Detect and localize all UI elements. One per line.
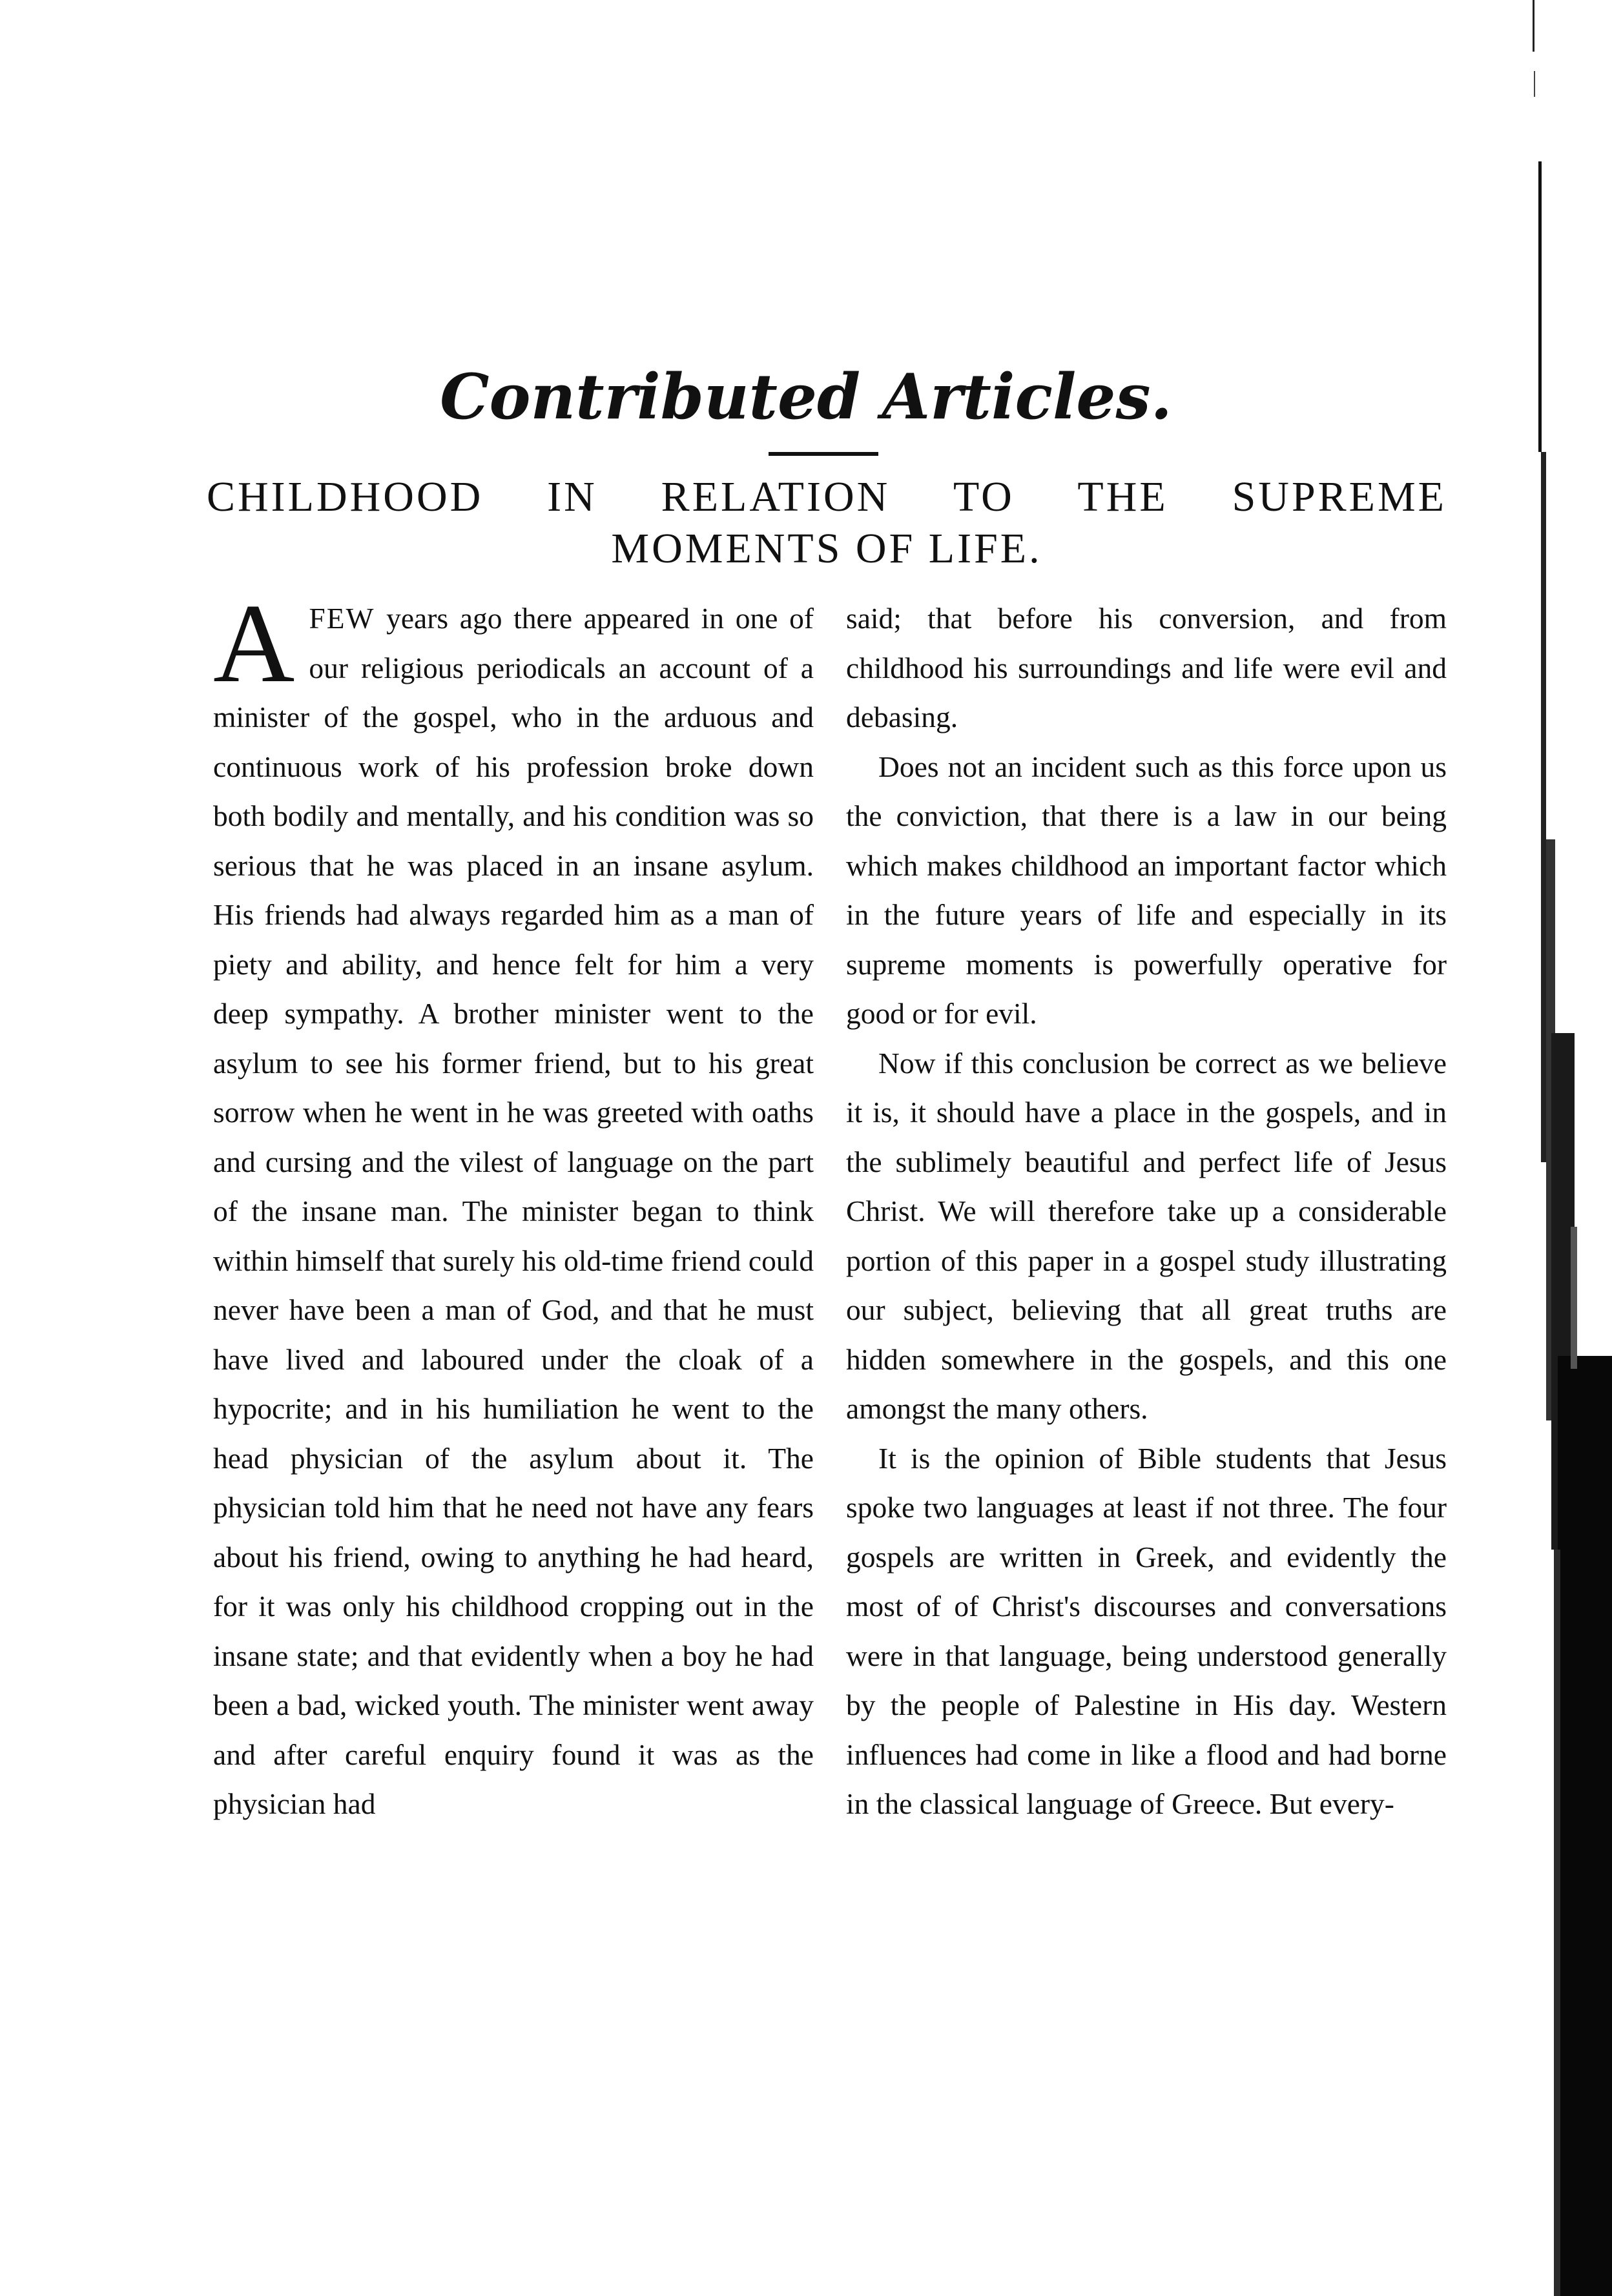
- section-heading: Contributed Articles.: [440, 360, 1172, 433]
- drop-cap: A: [213, 580, 295, 706]
- heading-rule: [769, 452, 878, 456]
- article-title: [207, 471, 1447, 575]
- article-title-line-1: CHILDHOOD IN RELATION TO THE SUPREME: [207, 473, 1447, 520]
- scan-edge-artifact: [1532, 0, 1612, 2296]
- paragraph-1: [213, 580, 814, 1829]
- paragraph-4: It is the opinion of Bible students that Jesus spoke two languages at least if not three. The four gospels are written in Greek, and evidently the most of of Christ's discourses and conversations were in that language, being understood generally by the people of Palestine in His day. Western influences had come in like a flood and had borne in the classical language of Greece. But every-: [846, 1441, 1447, 1820]
- paragraph-3: Now if this conclusion be correct as we believe it is, it should have a place in the gospels, and in the sublimely beautiful and perfect life of Jesus Christ. We will therefore take up a considerable portion of this paper in a gospel study illustrating our subject, believing that all great truths are hidden somewhere in the gospels, and this one amongst the many others.: [846, 1046, 1447, 1425]
- article-title-line-2: MOMENTS OF LIFE.: [611, 525, 1042, 572]
- opening-small-caps: FEW: [309, 602, 375, 635]
- paragraph-1-text: years ago there appeared in one of our religious periodicals an account of a minister of the gospel, who in the arduous and continuous work of his profession broke down both bodily and mentally, and his condition was so serious that he was placed in an insane asylum. His friends had always regarded him as a man of piety and ability, and hence felt for him a very deep sympathy. A brother minister went to the asylum to see his former friend, but to his great sorrow when he went in he was greeted with oaths and cursing and the vilest of language on the part of the insane man. The minister began to think within himself that surely his old-time friend could never have been a man of God, and that he must have lived and laboured under the cloak of a hypocrite; and in his humiliation he went to the head physician of the asylum about it. The physician told him that he need not have any fears about his friend, owing to anything he had heard, for it was only his childhood cropping out in the insane state; and that evidently when a boy he had been a bad, wicked youth. The minister went away and after careful enquiry found it was as the physician had: [213, 602, 814, 1820]
- right-column: [846, 594, 1447, 1829]
- left-column: [213, 580, 814, 1829]
- paragraph-2: Does not an incident such as this force upon us the conviction, that there is a law in our being which makes childhood an important factor which in the future years of life and especially in its supreme moments is powerfully operative for good or for evil.: [846, 750, 1447, 1030]
- paragraph-1-continued: said; that before his conversion, and from childhood his surroundings and life were evil and debasing.: [846, 602, 1447, 733]
